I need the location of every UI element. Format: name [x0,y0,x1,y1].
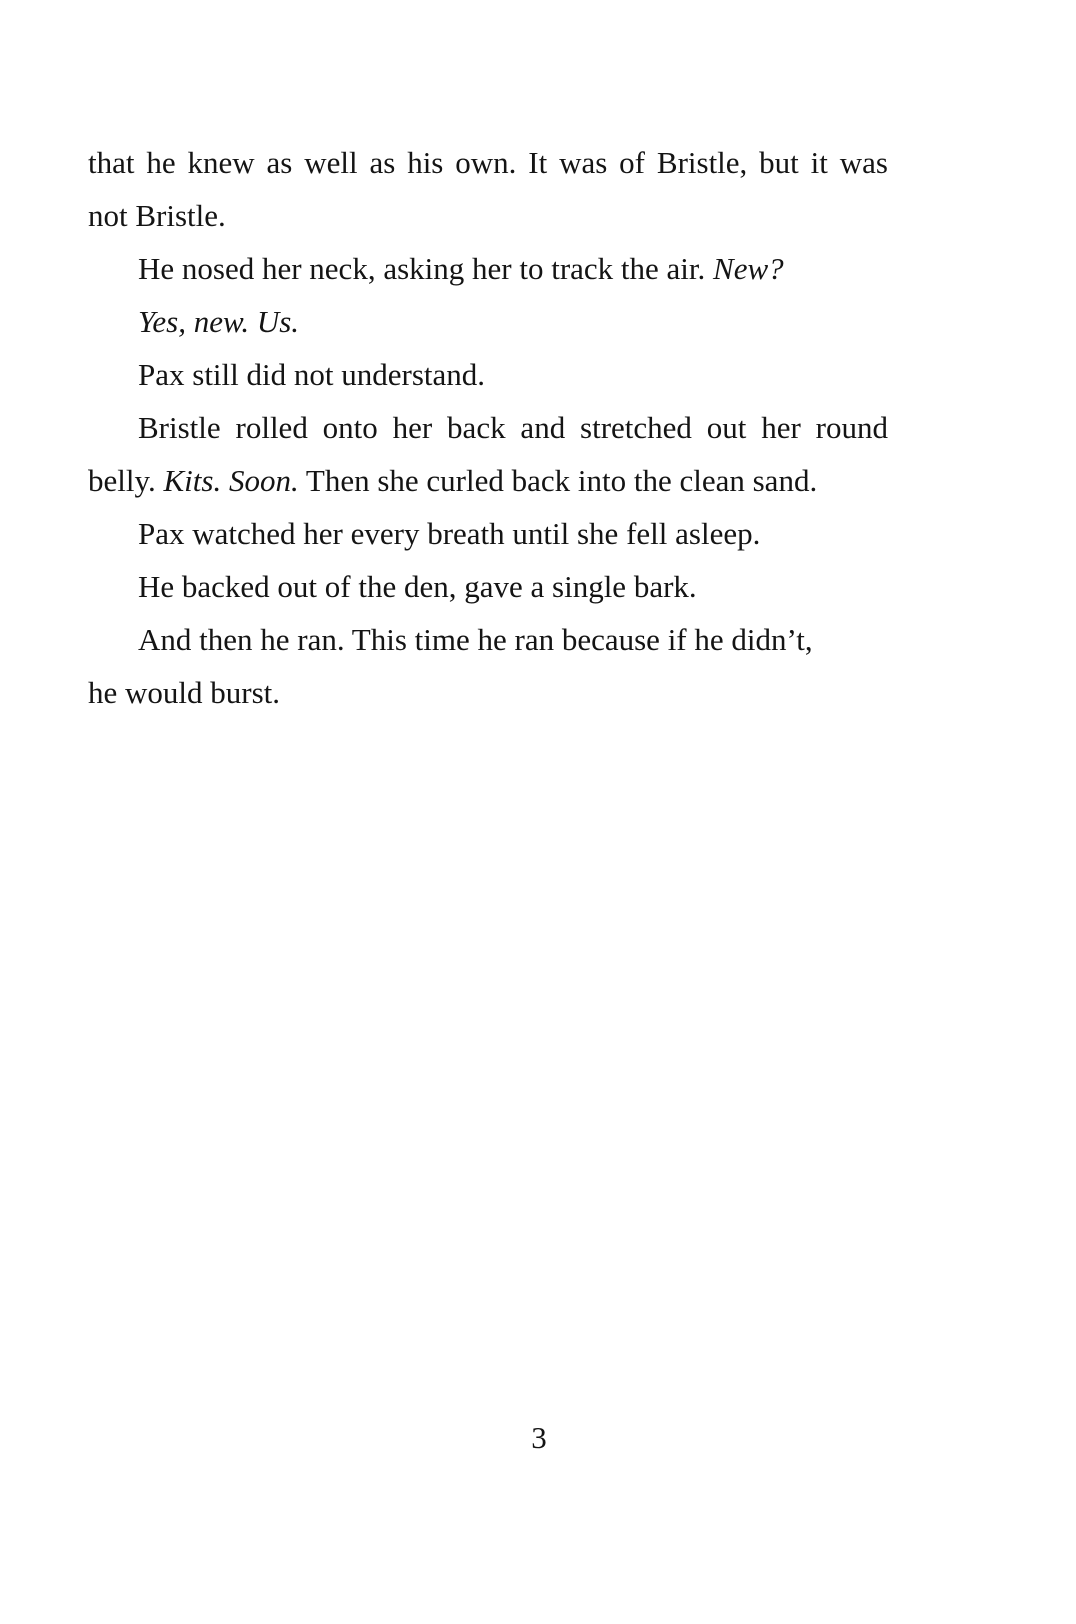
text-line [88,454,888,507]
text-run: Pax still did not understand. [138,357,486,392]
text-run: belly. [88,463,164,498]
text-line [88,560,888,613]
body-text [88,136,888,719]
text-run: He backed out of the den, gave a single bark. [138,569,697,604]
text-line [88,666,888,719]
text-line [88,401,888,454]
text-line [88,613,888,666]
italic-text-run: Kits. Soon. [163,463,299,498]
text-run: Then she curled back into the clean sand. [298,463,818,498]
text-run: Pax watched her every breath until she fell asleep. [138,516,761,551]
text-run: And then he ran. This time he ran because if he didn’t, [138,622,813,657]
text-line [88,507,888,560]
text-line [88,189,888,242]
italic-text-run: New? [713,251,784,286]
italic-text-run: Yes, new. Us. [138,304,300,339]
text-run: not Bristle. [88,198,226,233]
page-number: 3 [531,1420,547,1455]
text-line [88,295,888,348]
text-line [88,348,888,401]
text-run: that he knew as well as his own. It was of Bristle, but it was [88,145,888,180]
text-line [88,242,888,295]
text-run: Bristle rolled onto her back and stretched out her round [138,410,888,445]
text-run: He nosed her neck, asking her to track the air. [138,251,714,286]
text-run: he would burst. [88,675,281,710]
text-line [88,136,888,189]
